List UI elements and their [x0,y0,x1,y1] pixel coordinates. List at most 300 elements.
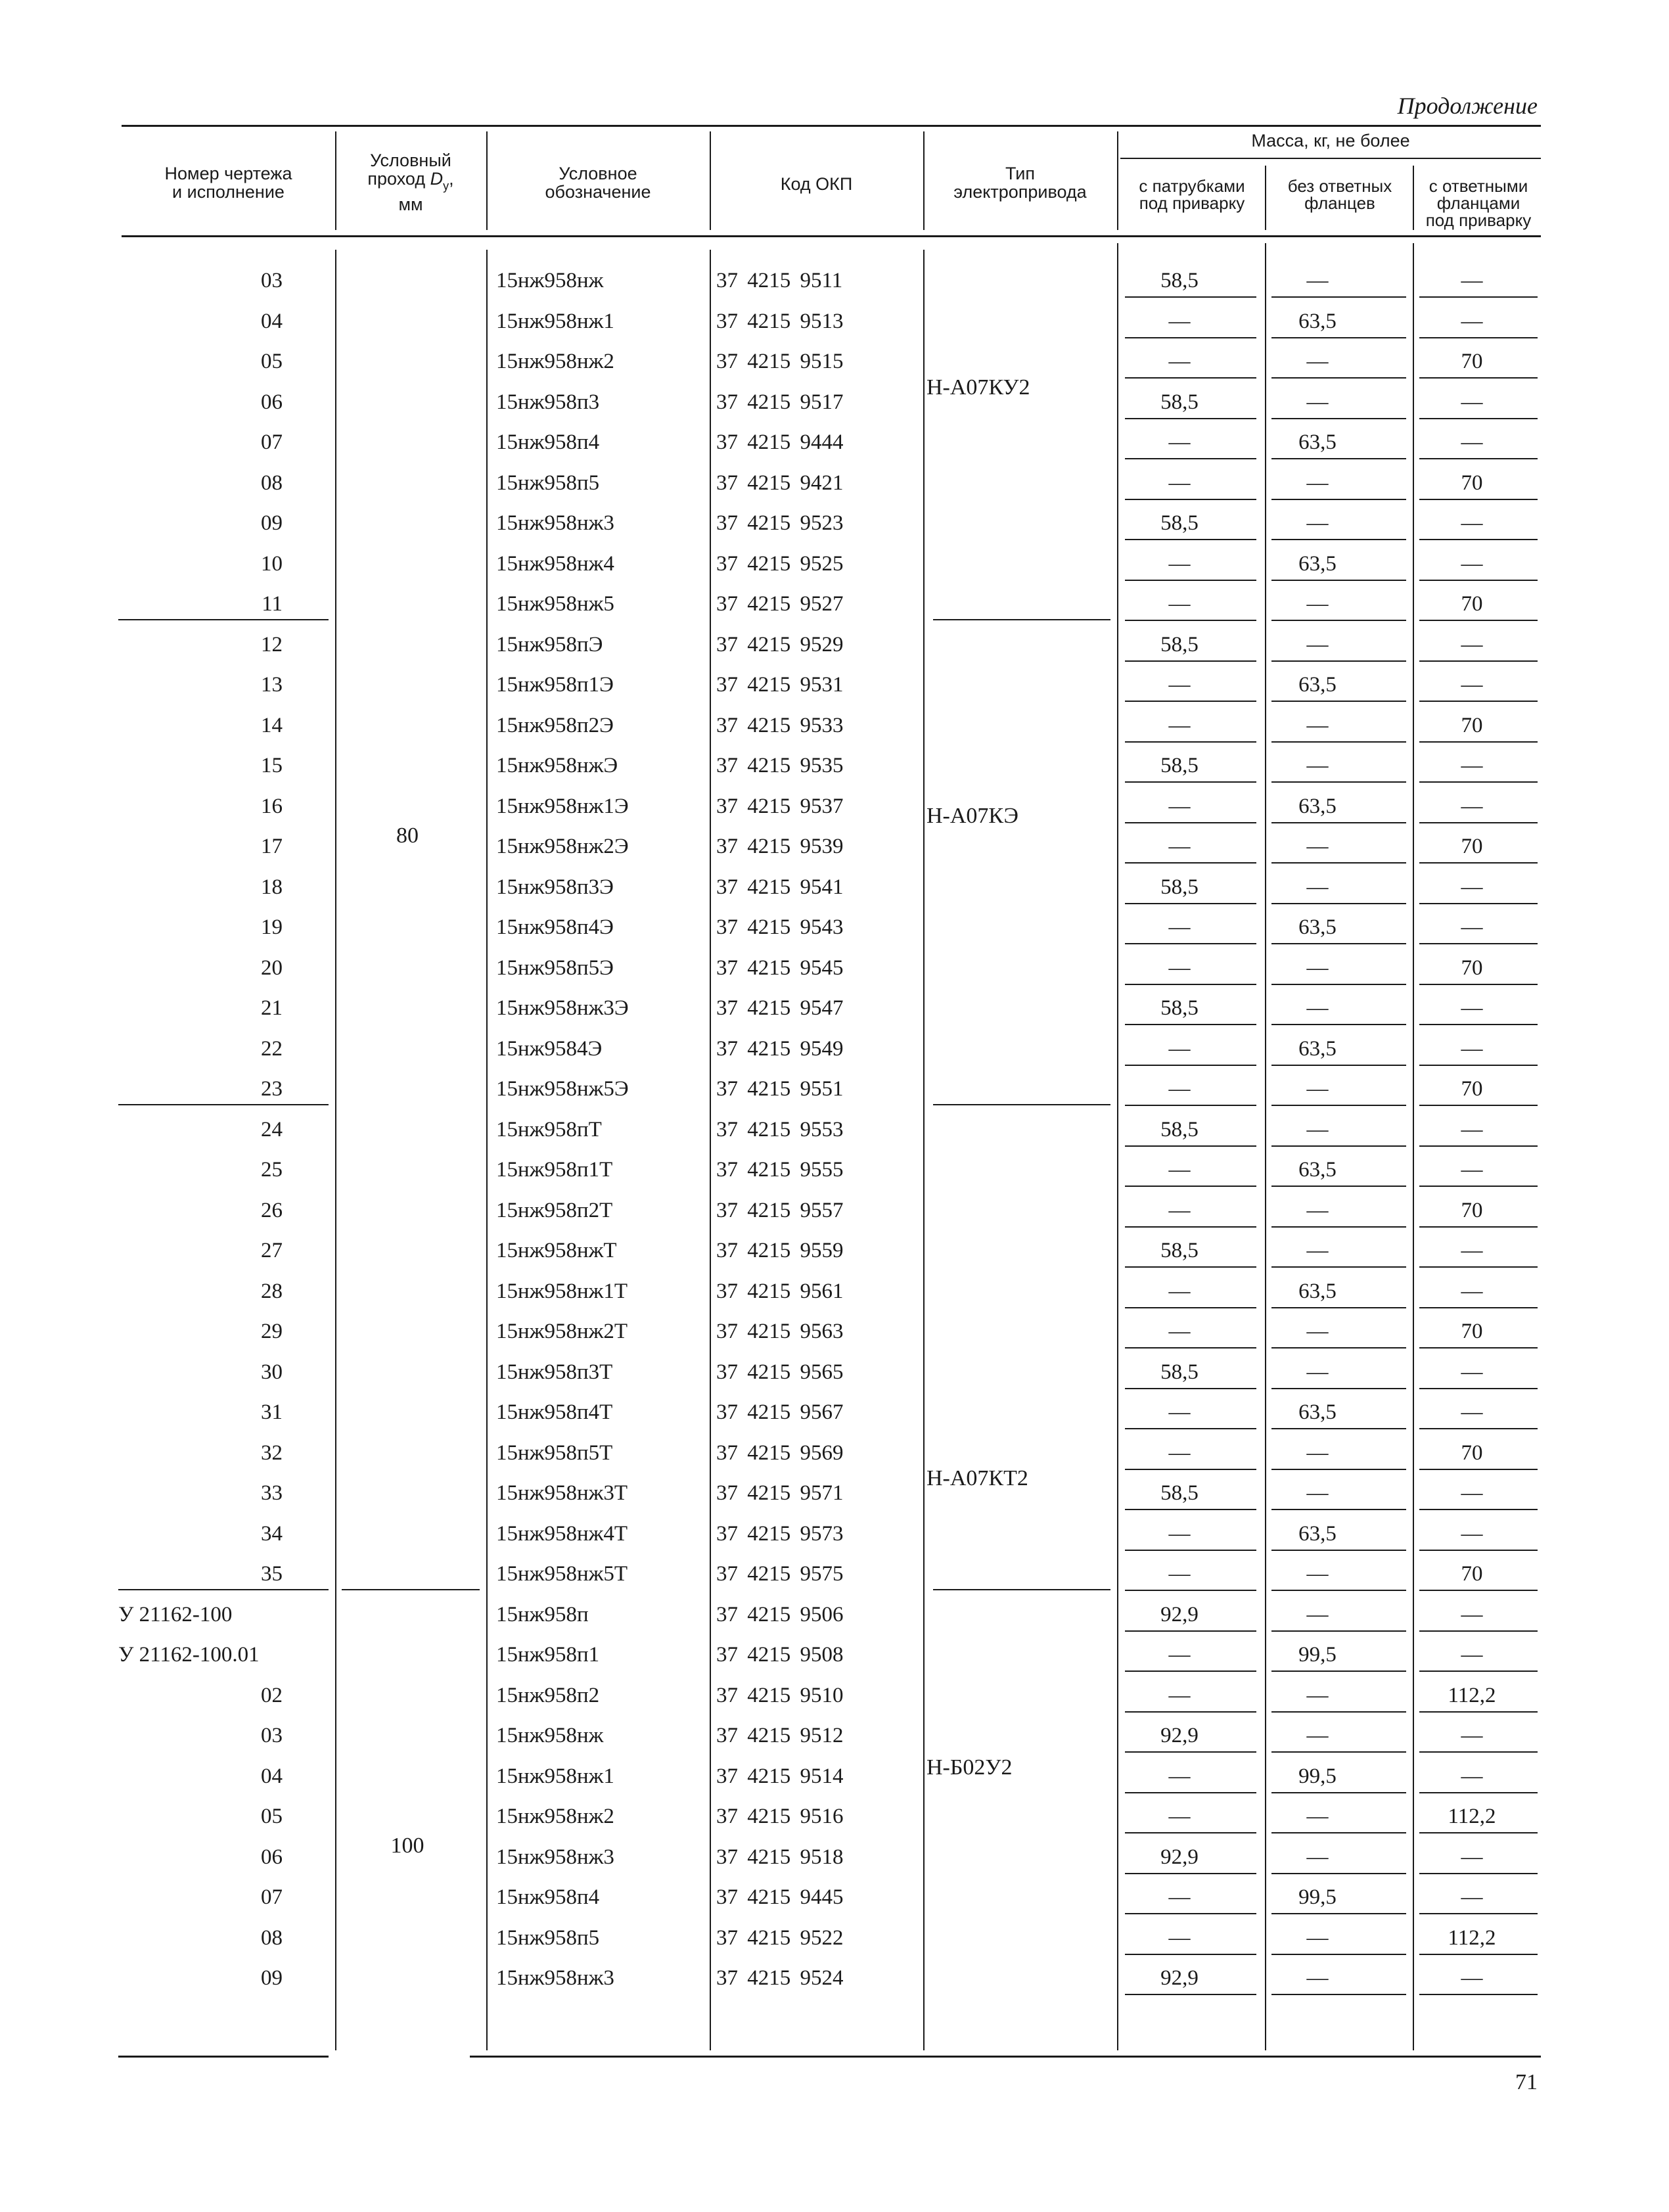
row-number: 02 [261,1684,283,1707]
header-mass-col1-line1: с патрубками [1139,176,1245,196]
mass-underline [1419,1105,1538,1106]
row-code: 37 4215 9445 [716,1885,844,1909]
row-mass-no-flanges: — [1306,1320,1329,1343]
header-divider [923,131,925,230]
row-mass-with-flanges: — [1461,915,1483,939]
row-designation: 15нж958нж5 [496,592,614,616]
mass-underline [1125,1226,1256,1228]
mass-underline [1271,701,1406,702]
mass-underline [1271,1832,1406,1833]
mass-underline [1125,943,1256,944]
row-mass-welded: 58,5 [1160,996,1199,1020]
row-mass-no-flanges: — [1306,1845,1329,1869]
row-mass-with-flanges: — [1461,1764,1483,1788]
header-mass-col3-line3: под приварку [1425,210,1532,230]
row-code: 37 4215 9535 [716,754,844,777]
bottom-rule-right [470,2056,1541,2058]
header-divider [1413,166,1414,230]
mass-underline [1419,1347,1538,1348]
row-mass-welded: 92,9 [1160,1845,1199,1869]
row-mass-with-flanges: — [1461,390,1483,414]
row-mass-welded: 58,5 [1160,875,1199,899]
header-top-rule [122,125,1541,127]
row-designation: 15нж958нжЭ [496,754,618,777]
row-mass-welded: — [1168,714,1191,737]
row-mass-welded: — [1168,471,1191,495]
row-designation: 15нж958пЭ [496,633,603,657]
mass-underline [1125,1428,1256,1429]
header-drive-line2: электропривода [953,182,1087,202]
row-mass-no-flanges: 63,5 [1298,1522,1337,1546]
mass-underline [1419,499,1538,500]
row-mass-with-flanges: — [1461,511,1483,535]
row-designation: 15нж958нж3 [496,1845,614,1869]
header-designation-line2: обозначение [545,182,651,202]
mass-underline [1271,539,1406,540]
group-separator [118,1589,329,1590]
row-number: У 21162-100 [118,1603,233,1626]
mass-underline [1125,1388,1256,1389]
row-mass-no-flanges: 63,5 [1298,552,1337,576]
row-number: 04 [261,310,283,333]
row-designation: 15нж958пТ [496,1118,602,1141]
row-mass-welded: 58,5 [1160,754,1199,777]
row-mass-with-flanges: — [1461,1400,1483,1424]
row-code: 37 4215 9523 [716,511,844,535]
row-designation: 15нж958п5Э [496,956,614,980]
row-code: 37 4215 9563 [716,1320,844,1343]
row-number: 16 [261,795,283,818]
mass-underline [1419,1832,1538,1833]
header-mass-col3 [1416,177,1541,229]
drive-type-4: Н-Б02У2 [926,1755,1013,1780]
row-code: 37 4215 9573 [716,1522,844,1546]
mass-underline [1271,1792,1406,1793]
mass-underline [1271,1065,1406,1066]
row-mass-with-flanges: — [1461,1724,1483,1747]
body-divider [335,250,336,2050]
row-number: 05 [261,1805,283,1828]
mass-underline [1271,822,1406,823]
mass-underline [1271,296,1406,298]
row-code: 37 4215 9522 [716,1926,844,1950]
row-mass-welded: — [1168,430,1191,454]
body-divider [710,250,711,2050]
row-mass-welded: — [1168,1400,1191,1424]
row-code: 37 4215 9551 [716,1077,844,1101]
mass-underline [1125,1994,1256,1995]
row-designation: 15нж958п3 [496,390,600,414]
row-code: 37 4215 9511 [716,269,843,292]
row-code: 37 4215 9513 [716,310,844,333]
row-designation: 15нж958п2 [496,1684,600,1707]
row-mass-no-flanges: — [1306,1199,1329,1222]
mass-underline [1125,741,1256,743]
row-mass-no-flanges: — [1306,1077,1329,1101]
row-designation: 15нж958п5 [496,471,600,495]
row-designation: 15нж958п2Э [496,714,614,737]
row-mass-welded: — [1168,795,1191,818]
row-number: 29 [261,1320,283,1343]
mass-underline [1125,1307,1256,1308]
mass-underline [1271,1994,1406,1995]
mass-underline [1419,1186,1538,1187]
row-mass-no-flanges: — [1306,1603,1329,1626]
row-code: 37 4215 9529 [716,633,844,657]
mass-underline [1271,1671,1406,1672]
mass-underline [1271,499,1406,500]
row-designation: 15нж958п4 [496,1885,600,1909]
mass-underline [1271,1873,1406,1874]
mass-underline [1271,377,1406,379]
mass-underline [1125,701,1256,702]
row-designation: 15нж958нж4Т [496,1522,628,1546]
row-mass-with-flanges: — [1461,552,1483,576]
mass-underline [1419,660,1538,662]
row-designation: 15нж958п4 [496,430,600,454]
row-mass-no-flanges: — [1306,1481,1329,1505]
row-code: 37 4215 9516 [716,1805,844,1828]
mass-underline [1125,1024,1256,1025]
row-mass-with-flanges: 70 [1461,592,1483,616]
row-number: 23 [261,1077,283,1101]
header-mass-col2-line1: без ответных [1287,176,1392,196]
mass-underline [1419,1388,1538,1389]
row-code: 37 4215 9559 [716,1239,844,1262]
row-designation: 15нж958п [496,1603,589,1626]
row-mass-with-flanges: — [1461,1643,1483,1667]
mass-underline [1419,296,1538,298]
row-mass-welded: — [1168,1684,1191,1707]
dn-separator [342,1589,480,1590]
mass-underline [1125,903,1256,904]
header-dn-unit: мм [398,195,423,214]
header-designation [490,164,706,201]
row-mass-with-flanges: 70 [1461,1199,1483,1222]
row-code: 37 4215 9517 [716,390,844,414]
mass-underline [1125,337,1256,338]
row-designation: 15нж958нж1Э [496,795,629,818]
row-mass-with-flanges: — [1461,1158,1483,1182]
row-number: 04 [261,1764,283,1788]
mass-underline [1125,1832,1256,1833]
mass-underline [1271,458,1406,459]
row-code: 37 4215 9555 [716,1158,844,1182]
row-designation: 15нж958п3Э [496,875,614,899]
row-mass-welded: — [1168,1441,1191,1465]
row-code: 37 4215 9524 [716,1966,844,1990]
group-separator [118,619,329,620]
header-dn-line1: Условный [370,150,451,170]
row-mass-with-flanges: 70 [1461,350,1483,373]
row-number: 06 [261,1845,283,1869]
mass-underline [1419,418,1538,419]
mass-underline [1271,660,1406,662]
header-drive-line1: Тип [1005,164,1035,183]
drive-separator [933,619,1110,620]
row-mass-no-flanges: — [1306,390,1329,414]
mass-underline [1125,620,1256,621]
mass-underline [1125,539,1256,540]
header-dn-sub: у [443,179,449,193]
drive-type-1: Н-А07КУ2 [926,375,1030,400]
row-mass-welded: 58,5 [1160,269,1199,292]
row-designation: 15нж958нж [496,269,604,292]
header-number-line2: и исполнение [172,182,285,202]
row-number: 33 [261,1481,283,1505]
row-code: 37 4215 9506 [716,1603,844,1626]
row-mass-with-flanges: — [1461,1845,1483,1869]
row-mass-with-flanges: — [1461,1279,1483,1303]
mass-underline [1271,1954,1406,1955]
mass-underline [1419,1307,1538,1308]
mass-underline [1125,1347,1256,1348]
row-designation: 15нж958нж3 [496,511,614,535]
row-designation: 15нж958нж3 [496,1966,614,1990]
mass-underline [1419,1024,1538,1025]
row-mass-no-flanges: 63,5 [1298,430,1337,454]
row-mass-with-flanges: — [1461,1603,1483,1626]
row-mass-welded: — [1168,592,1191,616]
row-mass-welded: — [1168,1926,1191,1950]
mass-underline [1271,1105,1406,1106]
mass-underline [1419,1428,1538,1429]
row-mass-welded: — [1168,1320,1191,1343]
header-mass-col1-line2: под приварку [1139,193,1245,213]
row-code: 37 4215 9537 [716,795,844,818]
row-mass-no-flanges: — [1306,754,1329,777]
row-mass-with-flanges: — [1461,795,1483,818]
mass-underline [1125,1711,1256,1713]
row-mass-welded: 92,9 [1160,1724,1199,1747]
row-mass-no-flanges: 63,5 [1298,795,1337,818]
mass-underline [1419,580,1538,581]
row-number: 26 [261,1199,283,1222]
mass-underline [1125,1954,1256,1955]
mass-underline [1271,1711,1406,1713]
header-dn-word: проход [367,169,426,189]
mass-underline [1271,862,1406,864]
row-code: 37 4215 9565 [716,1360,844,1384]
row-code: 37 4215 9512 [716,1724,844,1747]
row-mass-welded: — [1168,956,1191,980]
mass-underline [1271,741,1406,743]
row-number: 17 [261,835,283,858]
row-number: 06 [261,390,283,414]
row-designation: 15нж958нж2Т [496,1320,628,1343]
row-mass-no-flanges: — [1306,592,1329,616]
row-mass-welded: — [1168,552,1191,576]
mass-underline [1419,337,1538,338]
page-number: 71 [1515,2070,1538,2094]
mass-underline [1419,1509,1538,1510]
header-mass-col2 [1268,177,1411,212]
continuation-label: Продолжение [1397,93,1538,119]
mass-underline [1271,1509,1406,1510]
mass-underline [1419,903,1538,904]
row-mass-no-flanges: 63,5 [1298,1037,1337,1061]
row-mass-no-flanges: 63,5 [1298,915,1337,939]
mass-underline [1419,701,1538,702]
mass-underline [1271,984,1406,985]
row-code: 37 4215 9444 [716,430,844,454]
row-mass-with-flanges: — [1461,875,1483,899]
mass-underline [1419,781,1538,783]
row-designation: 15нж958п5Т [496,1441,613,1465]
row-mass-no-flanges: — [1306,1441,1329,1465]
mass-underline [1125,296,1256,298]
row-mass-with-flanges: 112,2 [1448,1926,1496,1950]
header-divider [335,131,336,230]
row-number: 13 [261,673,283,697]
row-number: 12 [261,633,283,657]
row-number: 07 [261,430,283,454]
row-number: У 21162-100.01 [118,1643,260,1667]
row-code: 37 4215 9557 [716,1199,844,1222]
mass-underline [1419,1671,1538,1672]
row-designation: 15нж958нж2 [496,350,614,373]
mass-underline [1271,1307,1406,1308]
row-mass-welded: — [1168,1805,1191,1828]
row-code: 37 4215 9518 [716,1845,844,1869]
mass-underline [1271,903,1406,904]
row-designation: 15нж958нж [496,1724,604,1747]
body-divider [923,250,925,2050]
row-mass-with-flanges: — [1461,1037,1483,1061]
row-mass-with-flanges: 70 [1461,835,1483,858]
row-code: 37 4215 9549 [716,1037,844,1061]
mass-underline [1271,1751,1406,1753]
row-code: 37 4215 9545 [716,956,844,980]
row-mass-welded: — [1168,1037,1191,1061]
mass-underline [1271,1347,1406,1348]
row-mass-no-flanges: 99,5 [1298,1885,1337,1909]
row-mass-welded: — [1168,1885,1191,1909]
row-mass-with-flanges: — [1461,1239,1483,1262]
mass-underline [1419,620,1538,621]
row-designation: 15нж958нж5Э [496,1077,629,1101]
row-mass-no-flanges: — [1306,1805,1329,1828]
row-mass-no-flanges: — [1306,1118,1329,1141]
header-mass-col1 [1120,177,1264,212]
mass-underline [1271,1186,1406,1187]
header-nominal-size [338,151,483,214]
header-mass-col2-line2: фланцев [1304,193,1375,213]
mass-underline [1419,1630,1538,1632]
mass-underline [1271,1024,1406,1025]
row-mass-welded: — [1168,673,1191,697]
mass-underline [1125,1469,1256,1470]
row-designation: 15нж958п1 [496,1643,600,1667]
row-mass-with-flanges: — [1461,1885,1483,1909]
row-code: 37 4215 9514 [716,1764,844,1788]
row-mass-welded: — [1168,1562,1191,1586]
mass-group-rule [1120,158,1541,159]
mass-underline [1125,1913,1256,1914]
row-designation: 15нж958нж1Т [496,1279,628,1303]
mass-underline [1271,1550,1406,1551]
header-designation-line1: Условное [559,164,637,183]
row-mass-with-flanges: — [1461,430,1483,454]
row-mass-welded: 58,5 [1160,511,1199,535]
row-code: 37 4215 9508 [716,1643,844,1667]
row-number: 08 [261,471,283,495]
mass-underline [1125,1590,1256,1591]
row-code: 37 4215 9515 [716,350,844,373]
mass-underline [1271,1428,1406,1429]
row-mass-with-flanges: — [1461,996,1483,1020]
row-mass-welded: — [1168,835,1191,858]
mass-underline [1125,458,1256,459]
row-mass-with-flanges: — [1461,1966,1483,1990]
row-mass-welded: — [1168,1522,1191,1546]
mass-underline [1271,943,1406,944]
mass-underline [1419,1873,1538,1874]
row-number: 20 [261,956,283,980]
row-number: 30 [261,1360,283,1384]
row-mass-no-flanges: — [1306,996,1329,1020]
mass-underline [1125,984,1256,985]
mass-underline [1419,1145,1538,1147]
mass-underline [1271,1388,1406,1389]
row-mass-welded: 58,5 [1160,633,1199,657]
row-mass-with-flanges: 112,2 [1448,1805,1496,1828]
row-number: 18 [261,875,283,899]
row-mass-no-flanges: 63,5 [1298,1158,1337,1182]
row-mass-with-flanges: — [1461,673,1483,697]
row-designation: 15нж958нжТ [496,1239,617,1262]
row-code: 37 4215 9531 [716,673,844,697]
mass-underline [1125,1105,1256,1106]
row-mass-with-flanges: — [1461,269,1483,292]
row-mass-with-flanges: 112,2 [1448,1684,1496,1707]
mass-underline [1125,1550,1256,1551]
row-mass-with-flanges: — [1461,1522,1483,1546]
row-designation: 15нж958нж1 [496,1764,614,1788]
row-designation: 15нж958нж4 [496,552,614,576]
mass-underline [1271,620,1406,621]
drive-type-2: Н-А07КЭ [926,804,1018,828]
row-mass-with-flanges: 70 [1461,714,1483,737]
row-number: 03 [261,1724,283,1747]
row-mass-no-flanges: — [1306,1724,1329,1747]
mass-underline [1271,1630,1406,1632]
row-mass-welded: — [1168,1764,1191,1788]
mass-underline [1125,781,1256,783]
mass-underline [1125,580,1256,581]
row-designation: 15нж958п4Э [496,915,614,939]
row-mass-no-flanges: — [1306,511,1329,535]
row-mass-no-flanges: — [1306,1360,1329,1384]
mass-underline [1419,1266,1538,1268]
row-code: 37 4215 9571 [716,1481,844,1505]
row-mass-welded: — [1168,915,1191,939]
mass-underline [1419,862,1538,864]
row-designation: 15нж958п1Т [496,1158,613,1182]
header-drive [926,164,1114,201]
row-number: 31 [261,1400,283,1424]
row-code: 37 4215 9539 [716,835,844,858]
row-mass-no-flanges: 63,5 [1298,673,1337,697]
mass-underline [1125,822,1256,823]
row-designation: 15нж958п3Т [496,1360,613,1384]
mass-underline [1419,1792,1538,1793]
row-mass-welded: — [1168,350,1191,373]
row-number: 15 [261,754,283,777]
row-designation: 15нж958нж5Т [496,1562,628,1586]
row-mass-no-flanges: — [1306,1239,1329,1262]
row-number: 27 [261,1239,283,1262]
